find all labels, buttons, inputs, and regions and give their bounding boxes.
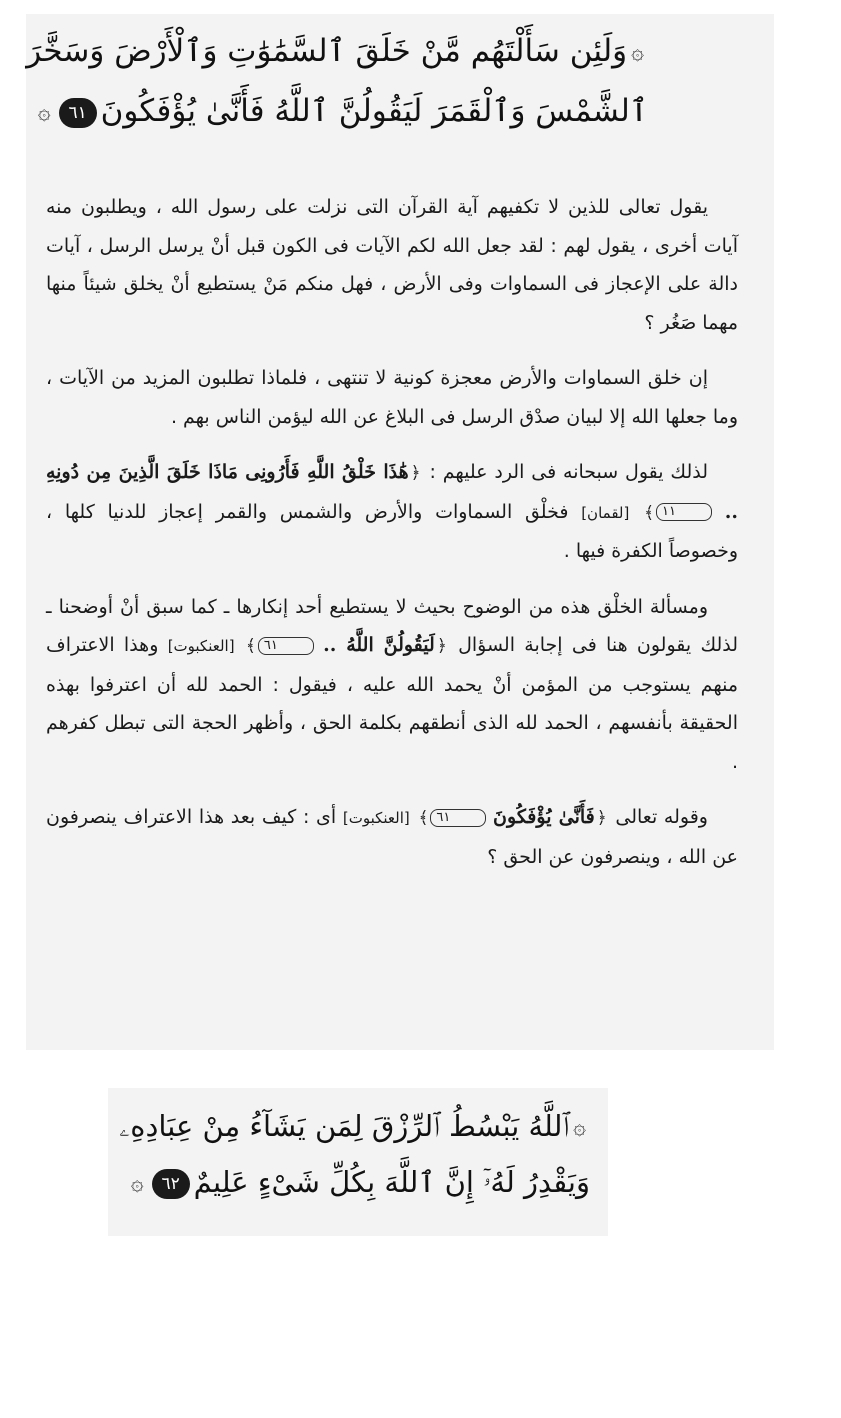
quote-close-bracket-icon: ﴾ xyxy=(418,808,429,828)
paragraph-5-quran-quote: فَأَنَّىٰ يُؤْفَكُونَ xyxy=(493,806,595,828)
paragraph-3-ayah-number: ١١ xyxy=(656,503,712,521)
quote-close-bracket-icon: ﴾ xyxy=(245,636,256,656)
paragraph-5-rest: أى : كيف بعد هذا الاعتراف ينصرفون عن الله ، وينصرفون عن الحق ؟ xyxy=(46,806,738,868)
quote-open-bracket-icon: ﴿ xyxy=(436,636,447,656)
verse-start-ornament-icon: ۞ xyxy=(573,1115,586,1140)
paragraph-4-ayah-number: ٦١ xyxy=(258,637,314,655)
paragraph-4-rest: وهذا الاعتراف منهم يستوجب من المؤمن أنْ يحمد الله عليه ، فيقول : الحمد لله أن اعترفوا بهذه الحقيقة بأنفسهم ، الحمد لله الذى أنطقهم بكلمة الحق ، وأظهر الحجة التى تبطل كفرهم . xyxy=(46,634,738,773)
commentary-paragraph-1: يقول تعالى للذين لا تكفيهم آية القرآن التى نزلت على رسول الله ، ويطلبون منه آيات أخرى ، يقول لهم : لقد جعل الله لكم الآيات فى الكون قبل أنْ يرسل الرسل ، آيات دالة على الإعجاز فى السماوات وفى الأرض ، فهل منكم مَنْ يستطيع أنْ يخلق شيئاً منها مهما صَغُر ؟ xyxy=(46,196,738,334)
commentary-paragraph-5 xyxy=(46,798,738,876)
verse-61-line-1 xyxy=(26,28,648,74)
paragraph-4-quran-quote: لَيَقُولُنَّ اللَّهُ .. xyxy=(323,634,435,656)
verse-start-ornament-icon: ۞ xyxy=(631,39,644,65)
verse-61-line-2-text: ٱلشَّمْسَ وَٱلْقَمَرَ لَيَقُولُنَّ ٱللَّهُ فَأَنَّىٰ يُؤْفَكُونَ xyxy=(100,93,648,129)
paragraph-4-surah-ref: [العنكبوت] xyxy=(167,637,235,655)
verse-62-line-1 xyxy=(119,1104,590,1148)
paragraph-3-lead: لذلك يقول سبحانه فى الرد عليهم : xyxy=(429,461,708,483)
verse-end-ornament-icon: ۞ xyxy=(130,1171,144,1196)
quote-open-bracket-icon: ﴿ xyxy=(596,808,607,828)
paragraph-5-lead: وقوله تعالى xyxy=(615,806,708,828)
paragraph-3-rest: فخلْق السماوات والأرض والشمس والقمر إعجاز للدنيا كلها ، وخصوصاً الكفرة فيها . xyxy=(46,500,738,562)
paragraph-5-surah-ref: [العنكبوت] xyxy=(342,809,410,827)
commentary-text xyxy=(46,188,738,893)
verse-62-block xyxy=(119,1104,590,1204)
verse-62-number-badge: ٦٢ xyxy=(152,1169,190,1199)
verse-61-line-1-text: وَلَئِن سَأَلْتَهُم مَّنْ خَلَقَ ٱلسَّمَٰوَٰتِ وَٱلْأَرْضَ وَسَخَّرَ xyxy=(26,33,628,69)
verse-end-ornament-icon: ۞ xyxy=(37,99,51,125)
verse-61-number-badge: ٦١ xyxy=(59,98,97,128)
commentary-paragraph-3 xyxy=(46,453,738,571)
quote-open-bracket-icon: ﴿ xyxy=(410,463,421,483)
paragraph-4-lead: ومسألة الخلْق هذه من الوضوح بحيث لا يستطيع أحد إنكارها ـ كما سبق أنْ أوضحنا ـ لذلك يقولون هنا فى إجابة السؤال xyxy=(46,595,739,656)
verse-62-line-2-text: وَيَقْدِرُ لَهُۥٓ إِنَّ ٱللَّهَ بِكُلِّ شَىْءٍ عَلِيمٌ xyxy=(193,1165,590,1199)
verse-61-line-2 xyxy=(37,88,648,134)
verse-62-line-2 xyxy=(130,1160,590,1204)
paragraph-3-quran-quote: هَٰذَا خَلْقُ اللَّهِ فَأَرُونِى مَاذَا خَلَقَ الَّذِينَ مِن دُونِهِ .. xyxy=(46,461,738,523)
verse-62-line-1-text: ٱللَّهُ يَبْسُطُ ٱلرِّزْقَ لِمَن يَشَآءُ مِنْ عِبَادِهِۦ xyxy=(119,1109,570,1143)
paragraph-3-surah-ref: [لقمان] xyxy=(581,503,630,522)
paragraph-5-ayah-number: ٦١ xyxy=(430,809,486,827)
verse-61-block xyxy=(26,28,648,134)
commentary-paragraph-4 xyxy=(46,588,738,782)
commentary-paragraph-2: إن خلق السماوات والأرض معجزة كونية لا تنتهى ، فلماذا تطلبون المزيد من الآيات ، وما جعلها الله إلا لبيان صدْق الرسل فى البلاغ عن الله ليؤمن الناس بهم . xyxy=(46,367,738,428)
quote-close-bracket-icon: ﴾ xyxy=(644,502,655,523)
